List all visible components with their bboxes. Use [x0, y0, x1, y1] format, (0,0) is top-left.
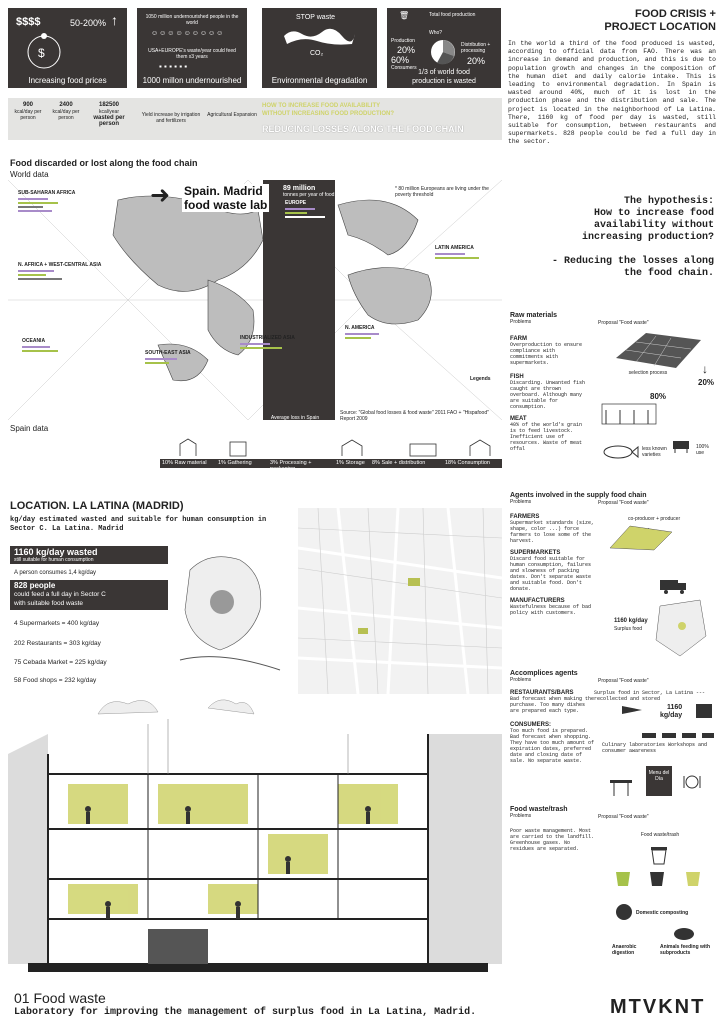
undernourished-line2: USA+EUROPE's waste/year could feed them x3 years	[148, 48, 236, 60]
restaurants-stat: 202 Restaurants = 303 kg/day	[14, 640, 101, 647]
coprod-label: co-producer + producer	[628, 516, 681, 522]
accomplices-problems: Problems	[510, 677, 532, 683]
region-bar	[345, 333, 379, 335]
box-food-prices	[8, 8, 127, 88]
cow-icon	[670, 438, 694, 454]
hypothesis-line1: The hypothesis:	[623, 196, 714, 207]
farmers-label: FARMERS	[510, 514, 540, 520]
people-line3: with suitable food waste	[14, 600, 84, 607]
chain-pct-5: 18%	[445, 460, 457, 466]
compost-label: Domestic composting	[636, 910, 689, 916]
chain-item-4	[372, 460, 425, 466]
surplus-text: Surplus food in Sector, La Latina --- recollected and stored	[594, 690, 706, 702]
box-food-production	[387, 8, 501, 88]
food-icons: ▪ ▪ ▪ ▪ ▪ ▪	[159, 62, 188, 71]
region-bar	[18, 198, 48, 200]
region-bar	[18, 278, 62, 280]
kg-box-unit: kg/day	[660, 712, 683, 719]
agents-title: Agents involved in the supply food chain	[510, 492, 647, 499]
fish-text: Discarding. Unwanted fish caught are thrown overboard. Although many are suitable for consumption.	[510, 380, 586, 410]
co2-text: CO₂	[310, 50, 324, 57]
arrow-right-icon: ➜	[150, 182, 171, 209]
consumers-label: Consumers	[391, 65, 417, 71]
bins-icon	[606, 870, 716, 890]
caption-environment: Environmental degradation	[271, 76, 368, 85]
region-bar	[145, 358, 177, 360]
chain-pct-0: 10%	[162, 460, 174, 466]
raw-materials-problems: Problems	[510, 319, 532, 325]
person-consumption: A person consumes 1,4 kg/day	[14, 570, 97, 576]
kg-box	[660, 704, 682, 720]
title-line1: FOOD CRISIS +	[635, 8, 716, 20]
strip-item-0	[10, 102, 46, 121]
trash-text: Poor waste management. Most are carried to the landfill. Greenhouse gases. No residues are separated.	[510, 828, 595, 852]
menu-label: Menu del Día	[648, 770, 670, 782]
chain-item-1	[218, 460, 252, 466]
pct-20: 20%	[698, 378, 715, 387]
super-label: SUPERMARKETS	[510, 550, 561, 556]
hypothesis-line2: How to increase food	[593, 208, 714, 219]
strip-item-2	[88, 102, 130, 127]
region-bar	[18, 202, 58, 204]
region-bar	[285, 212, 307, 214]
map-source: Source: "Global food losses & food waste" 2011 FAO + "Hispafood" Report 2009	[340, 410, 489, 422]
region-label-0: SUB-SAHARAN AFRICA	[18, 190, 76, 196]
region-block-3	[435, 245, 495, 275]
agents-problems: Problems	[510, 499, 532, 505]
region-label-5: OCEANIA	[22, 338, 46, 344]
agents-texts	[510, 510, 594, 616]
world-data-label: World data	[10, 170, 49, 179]
lab-label	[182, 184, 269, 212]
undernourished-line1: 1050 million undernourished people in the world	[145, 14, 239, 26]
animals-label: Animals feeding with subproducts	[660, 944, 711, 956]
location-sub: kg/day estimated wasted and suitable for human consumption in Sector C. La Latina. Madrid	[10, 516, 267, 533]
strip-label-4: Yield increase by irrigation and fertilizers	[141, 112, 201, 124]
box-stack-icon	[694, 700, 714, 720]
strip-label-0: kcal/day per person	[14, 109, 42, 121]
chain-item-3	[336, 460, 365, 466]
svg-text:$: $	[38, 46, 45, 60]
hypothesis-line4: increasing production?	[581, 232, 714, 243]
europe-note: * 80 million Europeans are living under the poverty threshold	[395, 186, 489, 198]
hypothesis-line5: - Reducing the losses along	[551, 256, 714, 267]
market-stat: 75 Cebada Market = 225 kg/day	[14, 659, 107, 666]
raw-materials-panel	[510, 312, 716, 482]
chain-label-2: Processing + packaging	[270, 460, 312, 472]
region-bar	[285, 216, 325, 218]
raw-materials-texts	[510, 332, 590, 452]
manuf-label: MANUFACTURERS	[510, 598, 565, 604]
kg-box-num: 1160	[667, 704, 683, 711]
chain-pct-4: 8%	[372, 460, 380, 466]
lab-label-line2: food waste lab	[184, 198, 268, 212]
region-label-2: EUROPE	[285, 200, 307, 206]
rest-text: Bad forecast when making the purchase. Too many dishes are prepared each type.	[510, 696, 595, 714]
field-icon	[606, 522, 676, 552]
region-block-1	[18, 262, 108, 292]
tonnes-num: 89 million	[283, 185, 316, 192]
strip-reducing: REDUCING LOSSES ALONG THE FOOD CHAIN	[262, 124, 464, 134]
chain-label-1: Gathering	[227, 460, 252, 466]
region-bar	[285, 208, 315, 210]
region-block-0	[18, 190, 108, 220]
who-text: Who?	[429, 30, 443, 36]
region-bar	[345, 337, 371, 339]
total-food-text: Total food production	[429, 12, 476, 18]
culinary-text: Culinary laboratories Workshops and consumer awareness	[602, 742, 708, 754]
agents-panel	[510, 492, 716, 662]
region-block-6	[145, 350, 205, 380]
spain-data-label: Spain data	[10, 424, 49, 433]
region-bar	[22, 350, 58, 352]
super-text: Discard food suitable for human consumption, failures and slowness of packing dates. Don't separate waste and suitable food. Don't donate.	[510, 556, 592, 592]
shops-stat: 58 Food shops = 232 kg/day	[14, 677, 97, 684]
agents-proposal: Proposal "Food waste"	[598, 500, 649, 506]
world-map-icon	[282, 26, 357, 48]
arrow-up-icon: ↑	[111, 12, 118, 28]
agents-surplus: Surplus food	[614, 626, 643, 632]
caption-food-production-1: 1/3 of world food	[418, 69, 470, 76]
region-bar	[22, 346, 50, 348]
compost-icon	[614, 902, 634, 922]
car-row-icon	[640, 730, 716, 740]
footer-subtitle: Laboratory for improving the management of surplus food in La Latina, Madrid.	[14, 1007, 477, 1018]
trash-label: Food waste/trash	[640, 832, 680, 838]
market-stall-icon	[600, 398, 660, 428]
tonnes-block	[283, 185, 334, 198]
dollar-sign-text: $$$$	[16, 16, 41, 28]
selection-label: selection process	[628, 370, 668, 376]
strip-label-3: wasted per person	[93, 115, 125, 127]
consumers-text: Too much food is prepared. Bad forecast when shopping. They have too much amount of expiration dates, preferred date and closing date of sale. No separate waste.	[510, 728, 595, 764]
region-bar	[145, 362, 169, 364]
location-title: LOCATION. LA LATINA (MADRID)	[10, 500, 184, 512]
farm-label: FARM	[510, 336, 527, 342]
manuf-text: Wastefulness because of bad policy with customers.	[510, 604, 592, 616]
lab-label-line1: Spain. Madrid	[182, 184, 269, 198]
people-icons: ☺☺☺☺☺☺☺☺☺	[151, 30, 225, 37]
strip-item-4	[138, 102, 204, 124]
pct-80: 80%	[650, 392, 667, 401]
chain-item-2	[270, 460, 326, 472]
avg-line1: Average loss in Spain	[270, 415, 320, 421]
map-legend-label: Legends	[470, 376, 491, 382]
trash-proposal: Proposal "Food waste"	[598, 814, 649, 820]
chain-pct-1: 1%	[218, 460, 226, 466]
flag-icon	[618, 704, 648, 722]
madrid-small-map	[170, 530, 290, 680]
price-increase-text: 50-200%	[70, 18, 107, 28]
wasted-box	[10, 546, 168, 564]
meat-label: MEAT	[510, 416, 527, 422]
trash-panel	[510, 806, 716, 966]
region-bar	[240, 347, 282, 349]
menu-board	[646, 766, 672, 796]
fish-label: FISH	[510, 374, 524, 380]
production-label: Production	[391, 38, 415, 44]
map-title: Food discarded or lost along the food chain	[10, 158, 198, 168]
region-bar	[240, 343, 270, 345]
accomplices-panel	[510, 670, 716, 805]
region-label-7: INDUSTRIALIZED ASIA	[240, 335, 295, 341]
chain-label-0: Raw material	[174, 460, 207, 466]
strip-item-5	[206, 102, 258, 118]
region-label-6: SOUTH-EAST ASIA	[145, 350, 191, 356]
district-map-icon	[650, 596, 710, 660]
strip-item-1	[48, 102, 84, 121]
caption-undernourished: 1000 millon undernourished	[142, 76, 242, 85]
anaerobic-label: Anaerobic digestion	[612, 944, 637, 956]
chain-label-3: Storage	[345, 460, 365, 466]
strip-num-0: 900	[22, 102, 33, 108]
less-known-label: less known varieties	[642, 446, 667, 458]
pig-icon	[672, 926, 698, 942]
chain-label-4: Sale + distribution	[381, 460, 426, 466]
raw-materials-title: Raw materials	[510, 312, 558, 319]
money-bag-icon	[26, 30, 62, 70]
strip-label-5: Agricultural Expansion	[207, 112, 257, 118]
region-block-4	[345, 325, 405, 355]
field-grid-icon	[606, 328, 706, 370]
table-icon	[606, 770, 636, 798]
agents-kg: 1160 kg/day	[614, 618, 648, 624]
truck-icon	[658, 578, 688, 594]
intro-text: In the world a third of the food produced is wasted, according to official data from FAO. There was an increase in demand and production, and this is due to population growth and changes in the composition of the human diet and daily calorie intake. This is leading to environmental degradation. In Spain is wasted around 40%, much of it is lost in the production phase and the distribution and sale. The project is located in the neighborhood of La Latina. There, 1160 kg of food per day is wasted, still suitable for consumption, between restaurants and supermarkets. 828 people could be fed a full day in the sector.	[508, 40, 716, 146]
hypothesis	[508, 196, 714, 280]
chain-pct-3: 1%	[336, 460, 344, 466]
strip-num-2: 182500	[98, 102, 120, 108]
distribution-pct: 20%	[467, 56, 486, 66]
strip-items	[10, 102, 260, 138]
cutlery-icon	[682, 774, 702, 790]
caption-food-production-2: production is wasted	[412, 78, 476, 85]
trash-icon-large	[648, 844, 670, 866]
region-bar	[435, 253, 465, 255]
wasted-label: 1160 kg/day wasted	[14, 547, 98, 557]
trash-title: Food waste/trash	[510, 806, 568, 813]
footer-number: 01 Food waste	[14, 990, 106, 1006]
region-block-7	[240, 335, 310, 365]
accomplices-proposal: Proposal "Food waste"	[598, 678, 649, 684]
caption-food-prices: Increasing food prices	[28, 76, 107, 85]
hypothesis-line3: availability without	[593, 220, 714, 231]
strip-label-1: kcal/day per person	[52, 109, 80, 121]
people-label: 828 people	[14, 581, 56, 590]
rest-label: RESTAURANTS/BARS	[510, 690, 574, 696]
farm-text: Overproduction to ensure compliance with commitments with supermarkets.	[510, 342, 583, 366]
chain-item-0	[162, 460, 207, 466]
la-latina-map	[298, 508, 502, 694]
consumers-label: CONSUMERS:	[510, 722, 552, 728]
building-section	[8, 694, 502, 984]
region-bar	[18, 274, 46, 276]
raw-materials-proposal: Proposal "Food waste"	[598, 320, 649, 326]
chain-item-5	[445, 460, 490, 466]
distribution-label: Distribution + processing	[461, 42, 491, 54]
people-line2: could feed a full day in Sector C	[14, 591, 106, 598]
strip-question-2: WITHOUT INCREASING FOOD PRODUCTION?	[262, 111, 394, 117]
accomplices-texts	[510, 686, 594, 764]
consumers-pct: 60%	[391, 55, 410, 65]
wasted-sub: still suitable for human consumption	[14, 557, 94, 563]
page-title	[570, 8, 716, 34]
title-line2: PROJECT LOCATION	[604, 21, 716, 33]
stop-waste-text: STOP waste	[296, 14, 336, 21]
farmers-text: Supermarket standards (size, shape, color ...) force farmers to lose some of the harvest.	[510, 520, 595, 544]
region-bar	[18, 270, 54, 272]
avg-note: (100% = total estimated production)	[268, 429, 322, 441]
strip-num-1: 2400	[59, 102, 73, 108]
chain-label-5: Consumption	[457, 460, 490, 466]
region-bar	[18, 206, 43, 208]
footer-logo: MTVKNT	[610, 996, 706, 1018]
production-pct: 20%	[397, 45, 416, 55]
avg-line2: along the food Chain	[271, 421, 319, 427]
region-label-4: N. AMERICA	[345, 325, 375, 331]
region-block-2	[285, 200, 335, 240]
tonnes-label: tonnes per year of food	[283, 192, 335, 198]
fish-icon	[600, 444, 640, 460]
meat-text: 40% of the world's grain is to feed livestock. Inefficient use of resources. Waste of meat offal	[510, 422, 583, 452]
pie-chart-icon	[429, 38, 457, 66]
chain-icons	[170, 436, 500, 458]
strip-label-2: kcal/year	[98, 109, 119, 115]
hypothesis-line6: the food chain.	[623, 268, 714, 279]
trash-icon: 🗑	[399, 11, 410, 20]
region-label-3: LATIN AMERICA	[435, 245, 474, 251]
region-bar	[435, 257, 479, 259]
region-label-1: N. AFRICA + WEST-CENTRAL ASIA	[18, 262, 102, 268]
supermarkets-stat: 4 Supermarkets = 400 kg/day	[14, 620, 100, 627]
arrow-down-icon: ↓	[702, 362, 708, 376]
use100-label: 100% use	[696, 444, 709, 456]
region-block-5	[22, 338, 82, 368]
trash-problems: Problems	[510, 813, 532, 819]
chain-pct-2: 3%	[270, 460, 278, 466]
strip-question-1: HOW TO INCREASE FOOD AVAILABILITY	[262, 103, 381, 109]
accomplices-title: Accomplices agents	[510, 670, 578, 677]
region-bar	[18, 210, 52, 212]
box-undernourished	[137, 8, 247, 88]
people-box	[10, 580, 168, 610]
box-environment	[262, 8, 377, 88]
